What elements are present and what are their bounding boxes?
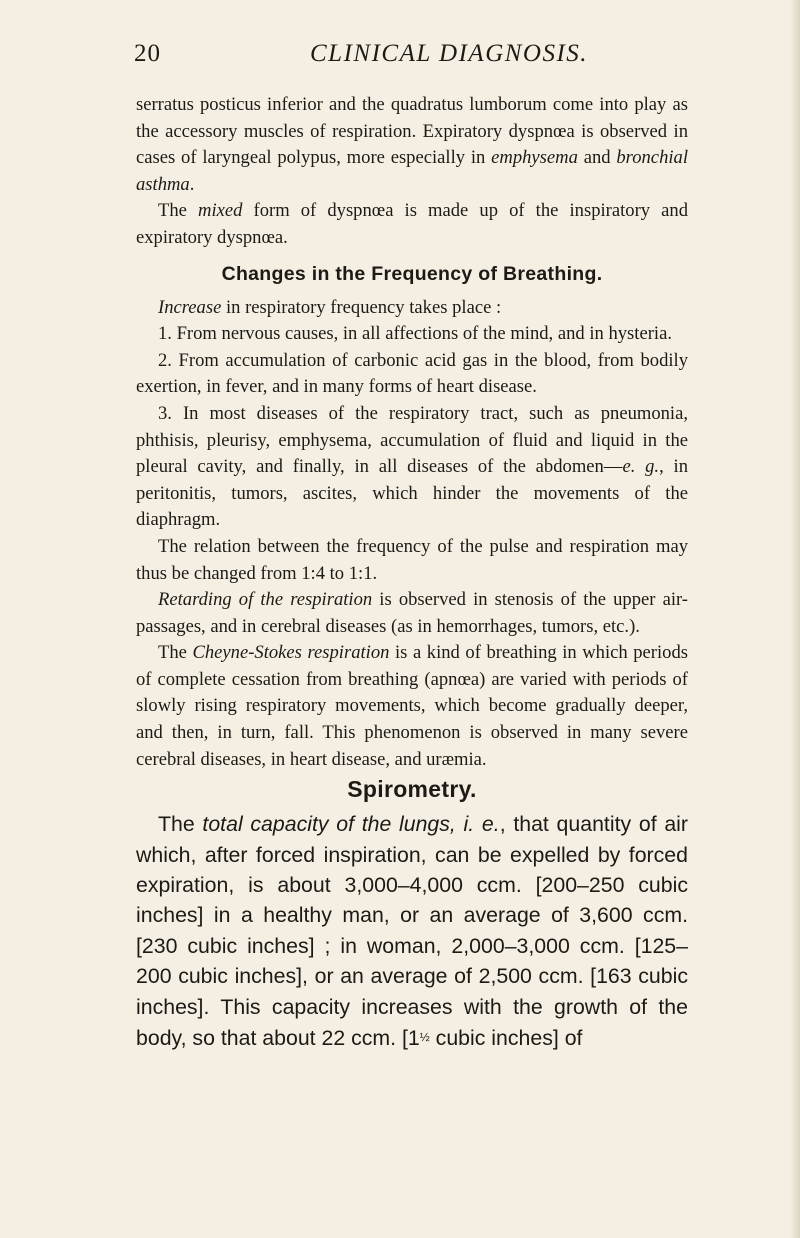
page-edge [790, 0, 800, 1238]
page-body [136, 92, 688, 1054]
list-item-respiratory-tract: 3. In most diseases of the respiratory tract, such as pneumonia, phthisis, pleurisy, emphysema, accumulation of fluid and liquid in the pleural cavity, and finally, in all diseases of the abdomen—e. g., in peritonitis, tumors, ascites, which hinder the movements of the diaphragm. [136, 402, 689, 531]
page-number: 20 [134, 40, 161, 67]
section-heading-spirometry: Spirometry. [347, 776, 477, 803]
section-heading-frequency: Changes in the Frequency of Breathing. [221, 262, 603, 285]
list-item-carbonic-acid: 2. From accumulation of carbonic acid gas in the blood, from bodily exertion, in fever, and in many forms of heart disease. [136, 349, 688, 398]
running-title: CLINICAL DIAGNOSIS. [310, 40, 589, 67]
paragraph-total-capacity: The total capacity of the lungs, i. e., that quantity of air which, after forced inspiration, can be expelled by forced expiration, is about 3,000–4,000 ccm. [200–250 cubic inches] in a healthy man, or an average of 3,600 ccm. [230 cubic inches] ; in woman, 2,000–3,000 ccm. [125–200 cubic inches], or an average of 2,500 ccm. [163 cubic inches]. This capacity increases with the growth of the body, so that about 22 ccm. [1½ cubic inches] of [136, 812, 688, 1051]
paragraph-pulse-relation: The relation between the frequency of the pulse and respiration may thus be changed from 1:4 to 1:1. [136, 535, 688, 584]
paragraph-retarding: Retarding of the respiration is observed in stenosis of the upper air-passages, and in cerebral diseases (as in hemorrhages, tumors, etc.). [136, 589, 689, 637]
paragraph-cheyne-stokes: The Cheyne-Stokes respiration is a kind of breathing in which periods of complete cessation from breathing (apnœa) are varied with periods of slowly rising respiratory movements, which become gradually deeper, and then, in turn, fall. This phenomenon is observed in many severe cerebral diseases, in heart disease, and uræmia. [136, 642, 688, 770]
list-item-nervous-causes: 1. From nervous causes, in all affections of the mind, and in hysteria. [158, 323, 672, 345]
paragraph-mixed-dyspnoea: The mixed form of dyspnœa is made up of the inspiratory and expiratory dyspnœa. [136, 200, 689, 248]
paragraph-accessory-muscles: serratus posticus inferior and the quadratus lumborum come into play as the accessory muscles of respiration. Expiratory dyspnœa is observed in cases of laryngeal polypus, more especially in emphysema and bronchial asthma. [136, 94, 688, 195]
paragraph-increase: Increase in respiratory frequency takes place : [158, 296, 502, 318]
page-header [125, 40, 685, 76]
